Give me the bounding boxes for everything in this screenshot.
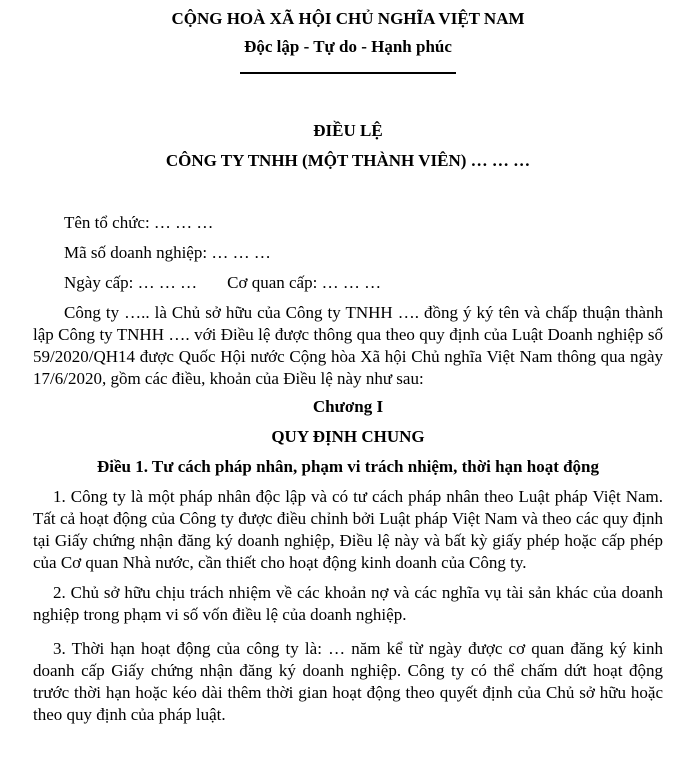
field-organization-name: Tên tổ chức: … … …: [64, 213, 214, 232]
document-type-title: ĐIỀU LỆ: [313, 121, 383, 140]
registration-fields: [33, 212, 663, 294]
article-1-heading: Điều 1. Tư cách pháp nhân, phạm vi trách nhiệm, thời hạn hoạt động: [96, 457, 600, 476]
header-divider: [240, 72, 456, 74]
field-issue-line: [33, 272, 663, 294]
article-1-clause-3: 3. Thời hạn hoạt động của công ty là: … năm kể từ ngày được cơ quan đăng ký kinh doanh cấp Giấy chứng nhận đăng ký doanh nghiệp. Công ty có thể chấm dứt hoạt động trước thời hạn hoặc kéo dài thêm thời gian hoạt động theo quyết định của Chủ sở hữu hoặc theo quy định của pháp luật.: [33, 639, 663, 724]
company-name-title: CÔNG TY TNHH (MỘT THÀNH VIÊN) … … …: [165, 151, 531, 170]
national-motto: Độc lập - Tự do - Hạnh phúc: [244, 37, 452, 56]
national-title: CỘNG HOÀ XÃ HỘI CHỦ NGHĨA VIỆT NAM: [171, 9, 525, 28]
chapter-number: Chương I: [312, 397, 384, 416]
article-1-clause-2: 2. Chủ sở hữu chịu trách nhiệm về các khoản nợ và các nghĩa vụ tài sản khác của doanh nghiệp trong phạm vi số vốn điều lệ của doanh nghiệp.: [33, 583, 663, 624]
field-issue-date: Ngày cấp: … … …: [64, 273, 198, 292]
intro-paragraph: Công ty ….. là Chủ sở hữu của Công ty TNHH …. đồng ý ký tên và chấp thuận thành lập Công ty TNHH …. với Điều lệ được thông qua theo quy định của Luật Doanh nghiệp số 59/2020/QH14 được Quốc Hội nước Cộng hòa Xã hội Chủ nghĩa Việt Nam thông qua ngày 17/6/2020, gồm các điều, khoản của Điều lệ này như sau:: [33, 303, 663, 388]
article-1-clause-1: 1. Công ty là một pháp nhân độc lập và có tư cách pháp nhân theo Luật pháp Việt Nam. Tất cả hoạt động của Công ty được điều chỉnh bởi Luật pháp Việt Nam và theo các quy định tại Giấy chứng nhận đăng ký doanh nghiệp, Điều lệ này và bất kỳ giấy phép hoặc cấp phép của Cơ quan Nhà nước, cần thiết cho hoạt động kinh doanh của Công ty.: [33, 487, 663, 572]
field-issue-authority: Cơ quan cấp: … … …: [227, 273, 382, 292]
field-business-code: Mã số doanh nghiệp: … … …: [64, 243, 271, 262]
chapter-title: QUY ĐỊNH CHUNG: [271, 427, 425, 446]
